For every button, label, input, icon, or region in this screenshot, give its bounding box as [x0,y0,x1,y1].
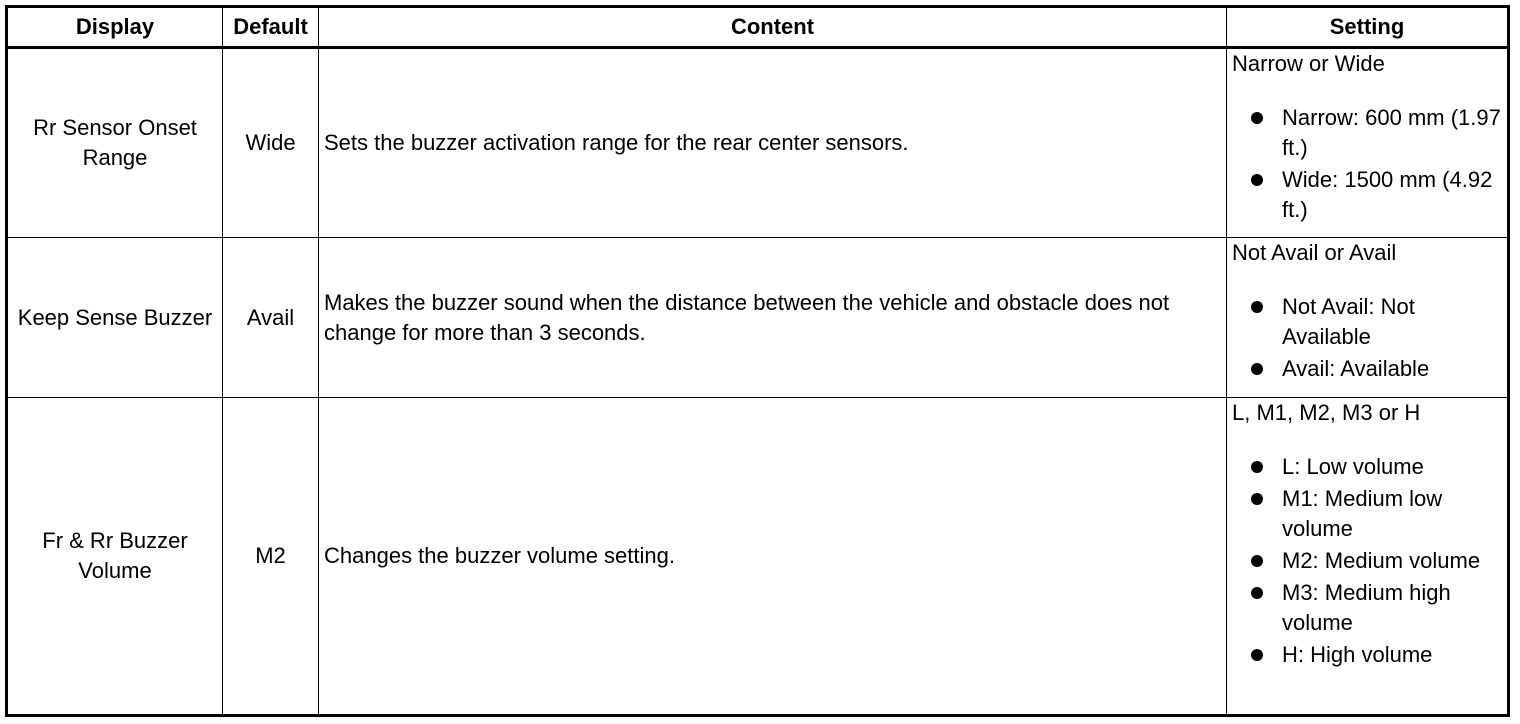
list-item [1232,484,1502,544]
setting-summary: Narrow or Wide [1232,51,1385,76]
cell-content: Changes the buzzer volume setting. [319,398,1227,716]
bullet-icon [1251,174,1263,186]
list-item [1232,165,1502,225]
cell-default: M2 [223,398,319,716]
option-text: Avail: Available [1282,356,1430,381]
document-page [5,5,1510,717]
header-content: Content [319,7,1227,48]
option-text: H: High volume [1282,642,1433,667]
setting-options [1232,103,1502,225]
cell-display: Fr & Rr Buzzer Volume [7,398,223,716]
settings-table [5,5,1510,717]
option-text: L: Low volume [1282,454,1424,479]
bullet-icon [1251,493,1263,505]
header-display: Display [7,7,223,48]
option-text: Wide: 1500 mm (4.92 ft.) [1282,167,1493,222]
cell-default: Wide [223,48,319,238]
option-text: M2: Medium volume [1282,548,1481,573]
table-row [7,398,1509,716]
setting-summary: Not Avail or Avail [1232,240,1397,265]
bullet-icon [1251,461,1263,473]
list-item [1232,354,1502,384]
header-default: Default [223,7,319,48]
cell-content: Sets the buzzer activation range for the rear center sensors. [319,48,1227,238]
option-text: M3: Medium high volume [1282,580,1451,635]
bullet-icon [1251,555,1263,567]
cell-setting [1227,398,1509,716]
bullet-icon [1251,587,1263,599]
option-text: Not Avail: Not Available [1282,294,1415,349]
header-row [7,7,1509,48]
list-item [1232,578,1502,638]
table-row [7,238,1509,398]
cell-display: Keep Sense Buzzer [7,238,223,398]
cell-setting [1227,48,1509,238]
cell-content: Makes the buzzer sound when the distance between the vehicle and obstacle does not change for more than 3 seconds. [319,238,1227,398]
option-text: M1: Medium low volume [1282,486,1443,541]
list-item [1232,292,1502,352]
setting-summary: L, M1, M2, M3 or H [1232,400,1421,425]
cell-display: Rr Sensor Onset Range [7,48,223,238]
header-setting: Setting [1227,7,1509,48]
setting-options [1232,292,1502,384]
bullet-icon [1251,112,1263,124]
bullet-icon [1251,363,1263,375]
setting-options [1232,452,1502,670]
list-item [1232,103,1502,163]
list-item [1232,546,1502,576]
bullet-icon [1251,301,1263,313]
option-text: Narrow: 600 mm (1.97 ft.) [1282,105,1501,160]
table-row [7,48,1509,238]
list-item [1232,452,1502,482]
cell-setting [1227,238,1509,398]
cell-default: Avail [223,238,319,398]
list-item [1232,640,1502,670]
bullet-icon [1251,649,1263,661]
